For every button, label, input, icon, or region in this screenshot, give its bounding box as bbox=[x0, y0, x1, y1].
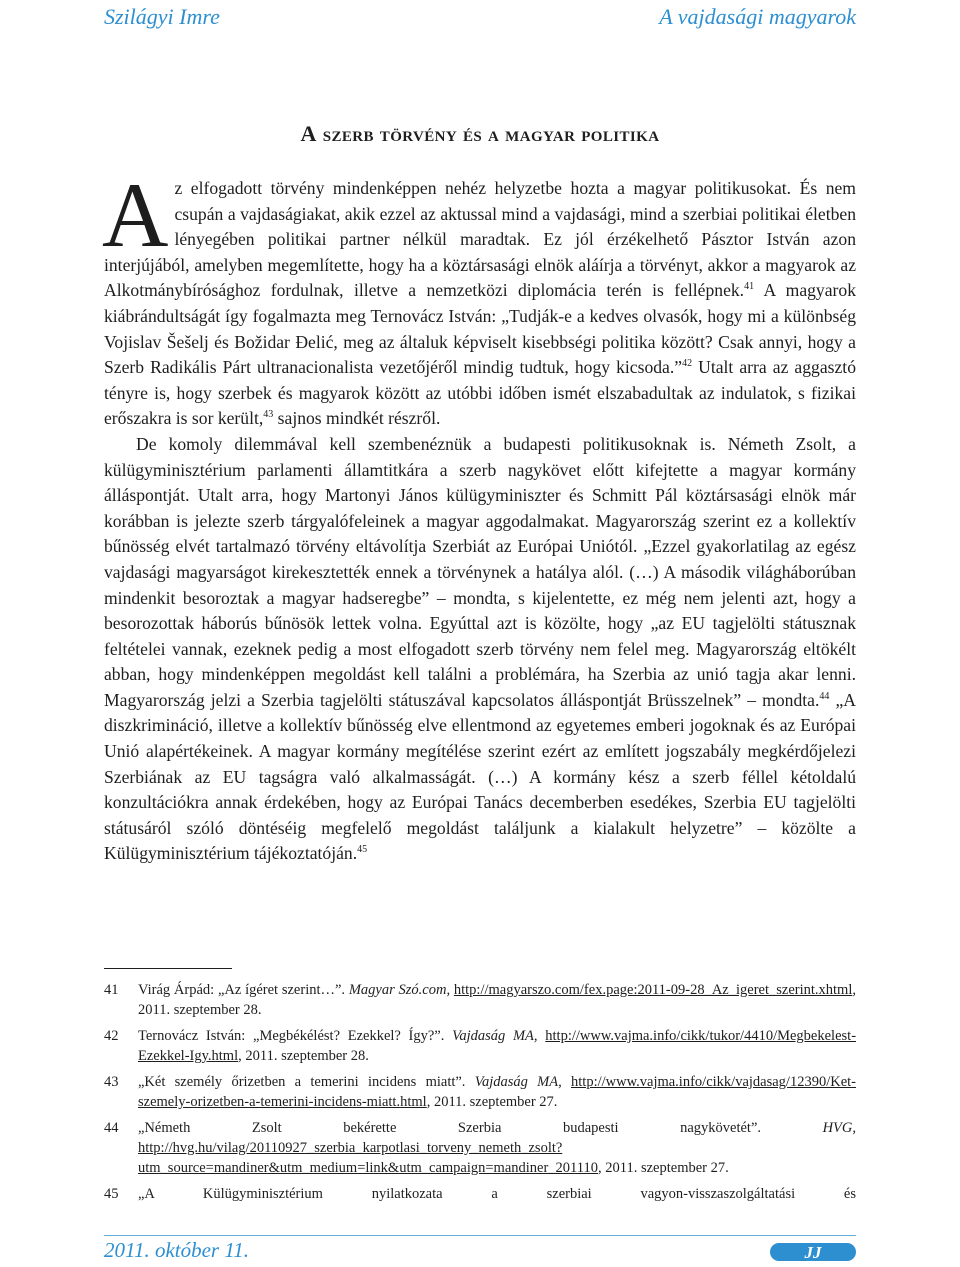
footnotes bbox=[104, 980, 856, 1210]
footnote-source: Vajdaság MA, bbox=[452, 1028, 538, 1044]
footnote-link[interactable]: http://hvg.hu/vilag/20110927_szerbia_karpotlasi_torveny_nemeth_zsolt?utm_source=mandiner&utm_medium=link&utm_campaign=mandiner_201110 bbox=[138, 1140, 598, 1176]
footnote-ref-42[interactable]: 42 bbox=[682, 358, 693, 370]
footnote-ref-43[interactable]: 43 bbox=[263, 409, 274, 421]
footnote-ref-45[interactable]: 45 bbox=[357, 844, 368, 856]
paragraph-1 bbox=[102, 164, 856, 432]
footnote-date: , 2011. szeptember 28. bbox=[138, 982, 856, 1018]
footnote-separator bbox=[104, 968, 232, 969]
footnote-number: 44 bbox=[104, 1120, 119, 1136]
footnote-number: 45 bbox=[104, 1186, 119, 1202]
footnote-number: 42 bbox=[104, 1028, 119, 1044]
footnote-42 bbox=[104, 1026, 856, 1066]
footer-rule bbox=[104, 1235, 856, 1236]
footer-date: 2011. október 11. bbox=[104, 1238, 250, 1262]
footnote-link[interactable]: http://www.vajma.info/cikk/tukor/4410/Megbekelest-Ezekkel-Igy.html bbox=[138, 1028, 857, 1064]
paragraph-1-part-1: z elfogadott törvény mindenképpen nehéz helyzetbe hozta a magyar politikusokat. És nem csupán a vajdaságiakat, akik ezzel az aktussal mind a vajdasági, mind a szerbiai politikai életben lényegében politikai partner nélkül maradtak. Ez jól érzékelhető Pásztor István azon interjújából, amelyben megemlítette, hogy ha a köztársasági elnök aláírja a törvényt, akkor a magyarok az Alkotmánybírósághoz fordulnak, illetve a nemzetközi diplomácia terén is fellépnek. bbox=[104, 178, 856, 301]
footnote-text: „Németh Zsolt bekérette Szerbia budapesti nagykövetét”. bbox=[138, 1120, 823, 1136]
footnote-number: 41 bbox=[104, 982, 119, 998]
footnote-43 bbox=[104, 1072, 856, 1112]
publication-logo bbox=[770, 1240, 856, 1264]
section-title-initial: A bbox=[300, 121, 317, 146]
footnote-date: , 2011. szeptember 28. bbox=[238, 1048, 369, 1064]
footnote-text: Virág Árpád: „Az ígéret szerint…”. bbox=[138, 982, 349, 998]
footnote-source: HVG, bbox=[822, 1120, 856, 1136]
paragraph-2-part-2: „A diszkrimináció, illetve a kollektív bűnösség elve ellentmond az egyetemes emberi jogoknak és az Európai Unió alapértékeinek. A magyar kormány megítélése szerint ezért az említett jogszabály megkérdőjelezi Szerbiának az EU tagságra való alkalmasságát. (…) A kormány kész a szerb féllel kétoldalú konzultációkra annak érdekében, hogy az Európai Tanács decemberben esedékes, Szerbia EU tagjelölti státusáról szóló döntéséig megfelelő megoldást találjunk a kialakult helyzetre” – közölte a Külügyminisztérium tájékoztatóján. bbox=[104, 689, 856, 864]
footnote-date: , 2011. szeptember 27. bbox=[426, 1094, 558, 1110]
running-head-title: A vajdasági magyarok bbox=[659, 4, 856, 29]
footnote-ref-41[interactable]: 41 bbox=[744, 281, 755, 293]
section-title bbox=[104, 121, 856, 147]
paragraph-1-part-2: A magyarok kiábrándultságát így fogalmazta meg Ternovácz István: „Tudják-e a kedves olvasók, hogy mi a különbség Vojislav Šešelj és Božidar Đelić, meg az általuk képviselt kisebbségi politika között? Csak annyi, hogy a Szerb Radikális Párt ultranacionalista vezetőjéről mindig tudtuk, hogy kicsoda.” bbox=[104, 280, 856, 378]
footnote-link[interactable]: http://www.vajma.info/cikk/vajdasag/12390/Ket-szemely-orizetben-a-temerini-incidens-miatt.html bbox=[138, 1074, 856, 1110]
footnote-date: , 2011. szeptember 27. bbox=[598, 1160, 729, 1176]
footnote-text: „Két személy őrizetben a temerini incidens miatt”. bbox=[138, 1074, 475, 1090]
paragraph-1-part-3: Utalt arra az aggasztó tényre is, hogy szerbek és magyarok között az utóbbi időben ismét elszabadultak az indulatok, s fizikai erőszakra is sor került, bbox=[104, 357, 856, 429]
paragraph-2-part-1: De komoly dilemmával kell szembenéznük a budapesti politikusoknak is. Németh Zsolt, a külügyminisztérium parlamenti államtitkára a szerb nagykövet előtt kifejtette a magyar kormány álláspontját. Utalt arra, hogy Martonyi János külügyminiszter és Schmitt Pál köztársasági elnök már korábban is jelezte szerb tárgyalófeleinek a magyar aggodalmakat. Magyarország szerint ez a kollektív bűnösség elvét tartalmazó törvény eltávolítja Szerbiát az Európai Uniótól. „Ezzel gyakorlatilag az egész vajdasági magyarságot kirekesztették ennek a törvénynek a hatálya alól. (…) A második világháborúban mindenkit besoroztak a magyar hadseregbe” – mondta, s kijelentette, ez még nem jelenti azt, hogy a besorozottak háborús bűnösök lettek volna. Egyúttal azt is közölte, hogy „az EU tagjelölti státusznak feltételei vannak, ezeknek pedig a most elfogadott szerb törvény nem felel meg. Magyarország eltökélt abban, hogy mindenképpen megoldást kell találni a problémára, ha Szerbia az unió tagja akar lenni. Magyarország jelzi a Szerbia tagjelölti státuszával kapcsolatos álláspontját Brüsszelnek” – mondta. bbox=[104, 433, 856, 710]
footnote-text: „A Külügyminisztérium nyilatkozata a szerbiai vagyon-visszaszolgáltatási és bbox=[138, 1186, 856, 1202]
footnote-ref-44[interactable]: 44 bbox=[819, 690, 830, 702]
footnote-source: Magyar Szó.com, bbox=[348, 982, 451, 998]
footnote-41 bbox=[104, 980, 856, 1020]
drop-cap: A bbox=[102, 164, 169, 266]
footnote-text: Ternovácz István: „Megbékélést? Ezekkel? Így?”. bbox=[138, 1028, 453, 1044]
footnote-45 bbox=[104, 1184, 856, 1204]
footnote-44 bbox=[104, 1118, 856, 1178]
paragraph-2 bbox=[104, 432, 856, 867]
article-body bbox=[102, 164, 856, 867]
section-title-rest: szerb törvény és a magyar politika bbox=[316, 121, 660, 146]
footnote-number: 43 bbox=[104, 1074, 119, 1090]
footnote-link[interactable]: http://magyarszo.com/fex.page:2011-09-28_Az_igeret_szerint.xhtml bbox=[453, 982, 853, 998]
footnote-source: Vajdaság MA, bbox=[474, 1074, 562, 1090]
paragraph-1-part-4: sajnos mindkét részről. bbox=[273, 408, 441, 429]
running-head bbox=[104, 4, 856, 30]
logo-text: JJ bbox=[804, 1243, 822, 1262]
running-head-author: Szilágyi Imre bbox=[104, 4, 220, 29]
